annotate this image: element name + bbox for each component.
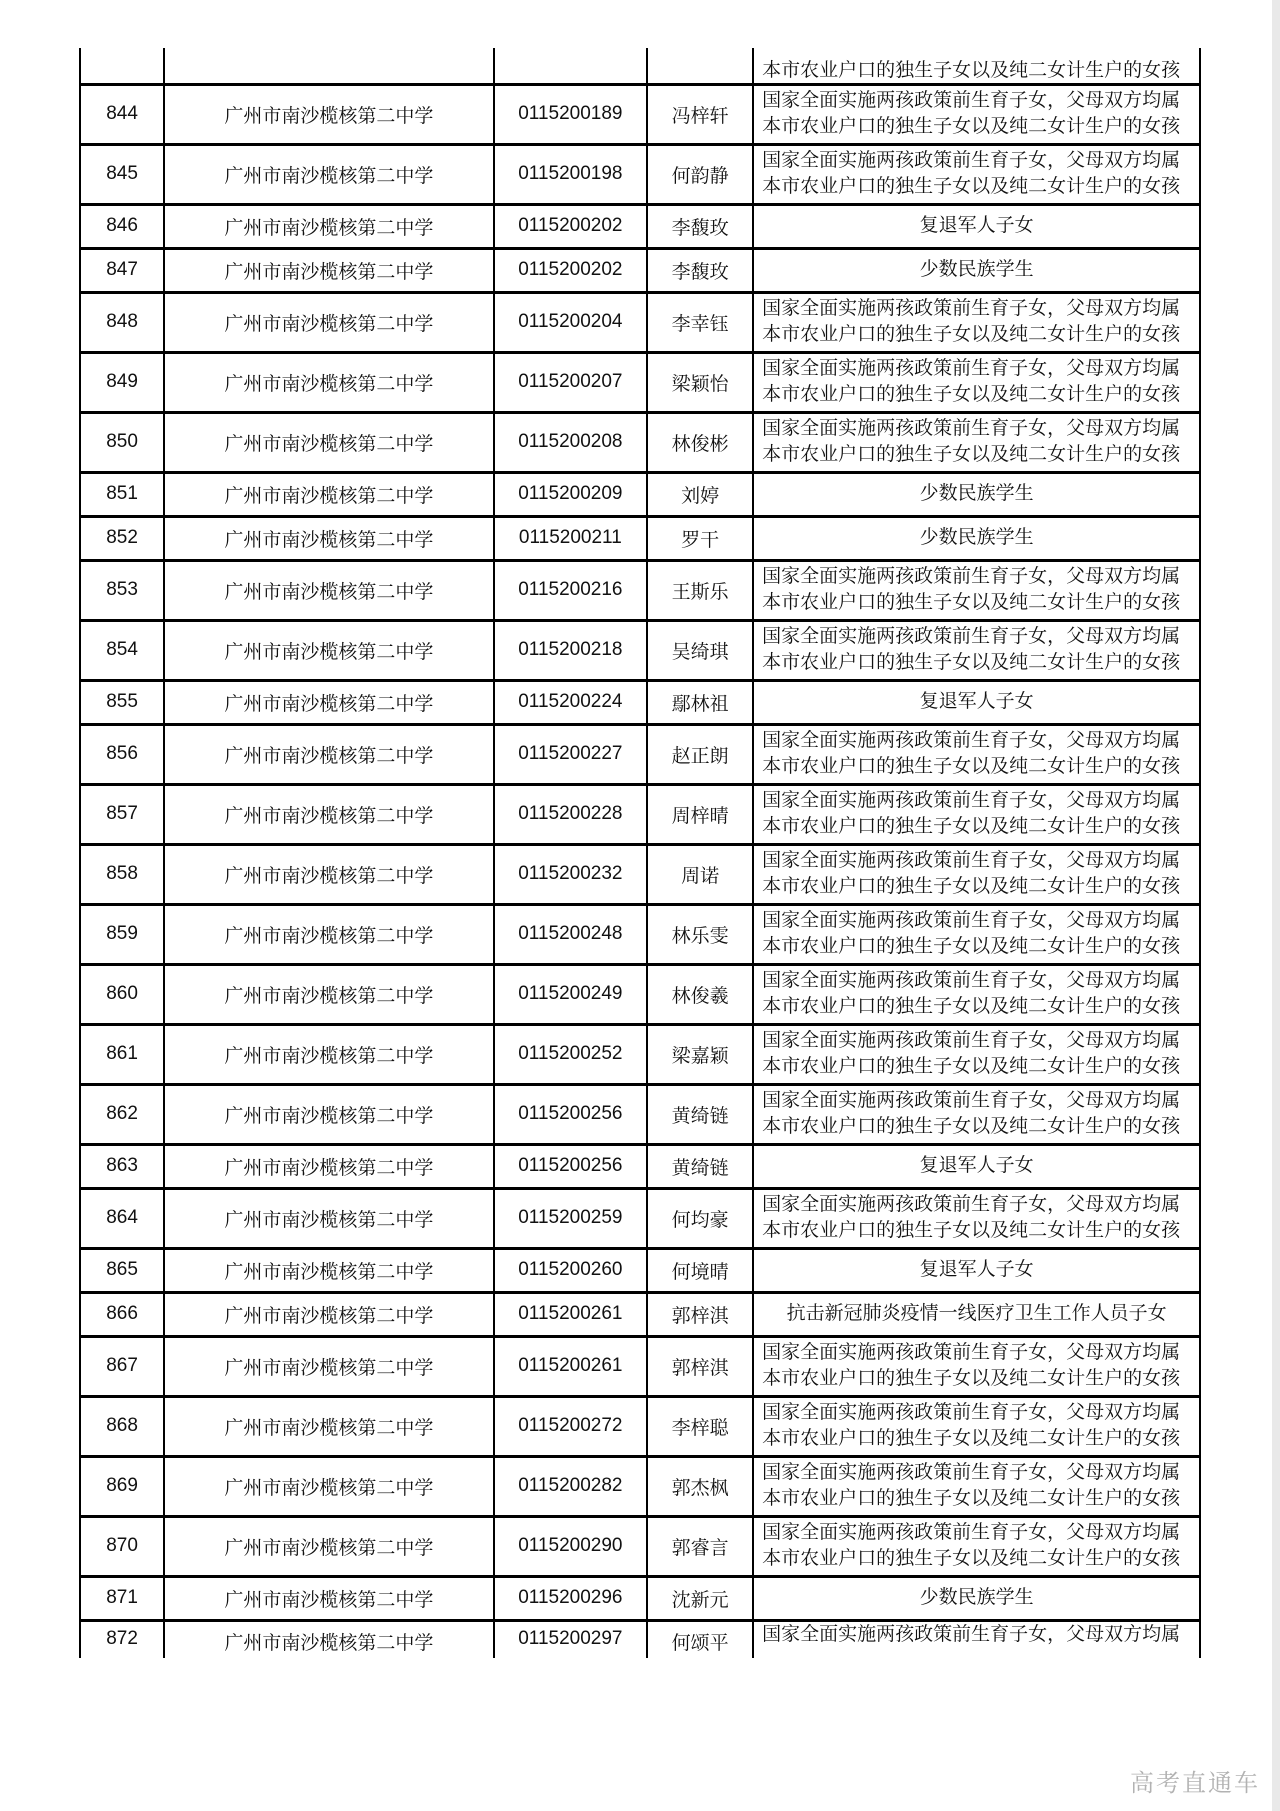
cell-eligibility-category (753, 248, 1200, 292)
cell-school-name: 广州市南沙榄核第二中学 (164, 724, 494, 784)
cell-eligibility-category (753, 352, 1200, 412)
cell-student-id (494, 48, 647, 84)
cell-school-name: 广州市南沙榄核第二中学 (164, 292, 494, 352)
eligibility-text-line: 国家全面实施两孩政策前生育子女，父母双方均属 (762, 910, 1181, 931)
table-row (80, 1188, 1200, 1248)
eligibility-text-line: 本市农业户口的独生子女以及纯二女计生户的女孩 (762, 384, 1181, 405)
cell-eligibility-category (753, 680, 1200, 724)
cell-school-name: 广州市南沙榄核第二中学 (164, 204, 494, 248)
cell-student-id: 0115200218 (494, 620, 647, 680)
eligibility-text-line: 复退军人子女 (919, 1259, 1034, 1280)
cell-row-number: 867 (80, 1336, 164, 1396)
eligibility-text-line: 本市农业户口的独生子女以及纯二女计生户的女孩 (762, 996, 1181, 1017)
cell-student-id: 0115200290 (494, 1516, 647, 1576)
cell-student-name: 林俊羲 (647, 964, 753, 1024)
cell-row-number: 863 (80, 1144, 164, 1188)
eligibility-text-line: 复退军人子女 (919, 1155, 1034, 1176)
cell-row-number: 848 (80, 292, 164, 352)
cell-school-name: 广州市南沙榄核第二中学 (164, 620, 494, 680)
cell-student-id: 0115200209 (494, 472, 647, 516)
cell-row-number: 865 (80, 1248, 164, 1292)
cell-school-name: 广州市南沙榄核第二中学 (164, 1336, 494, 1396)
cell-student-id: 0115200232 (494, 844, 647, 904)
eligibility-text-line: 本市农业户口的独生子女以及纯二女计生户的女孩 (762, 652, 1181, 673)
cell-student-name: 郭睿言 (647, 1516, 753, 1576)
cell-student-id: 0115200227 (494, 724, 647, 784)
table-row (80, 1024, 1200, 1084)
cell-eligibility-category (753, 1188, 1200, 1248)
cell-row-number: 870 (80, 1516, 164, 1576)
eligibility-text-line: 国家全面实施两孩政策前生育子女，父母双方均属 (762, 1194, 1181, 1215)
table-row (80, 1516, 1200, 1576)
table-row (80, 1576, 1200, 1620)
cell-school-name: 广州市南沙榄核第二中学 (164, 1024, 494, 1084)
cell-row-number: 850 (80, 412, 164, 472)
student-roster-table (79, 48, 1201, 1658)
eligibility-text-line: 本市农业户口的独生子女以及纯二女计生户的女孩 (762, 59, 1181, 81)
eligibility-text-line: 国家全面实施两孩政策前生育子女，父母双方均属 (762, 1090, 1181, 1111)
cell-school-name: 广州市南沙榄核第二中学 (164, 680, 494, 724)
watermark: 高考直通车 (1130, 1770, 1260, 1797)
scan-edge-artifact (1272, 0, 1280, 1811)
cell-row-number: 866 (80, 1292, 164, 1336)
cell-student-name: 鄢林祖 (647, 680, 753, 724)
eligibility-text-line: 本市农业户口的独生子女以及纯二女计生户的女孩 (762, 176, 1181, 197)
cell-school-name: 广州市南沙榄核第二中学 (164, 412, 494, 472)
eligibility-text-line: 少数民族学生 (919, 527, 1034, 548)
table-row (80, 964, 1200, 1024)
eligibility-text-line: 本市农业户口的独生子女以及纯二女计生户的女孩 (762, 1056, 1181, 1077)
cell-eligibility-category (753, 964, 1200, 1024)
eligibility-text-line: 少数民族学生 (919, 1587, 1034, 1608)
eligibility-text-line: 国家全面实施两孩政策前生育子女，父母双方均属 (762, 970, 1181, 991)
cell-row-number: 847 (80, 248, 164, 292)
cell-student-id: 0115200261 (494, 1292, 647, 1336)
cell-school-name: 广州市南沙榄核第二中学 (164, 1456, 494, 1516)
cell-school-name: 广州市南沙榄核第二中学 (164, 844, 494, 904)
cell-school-name: 广州市南沙榄核第二中学 (164, 1292, 494, 1336)
eligibility-text-line: 国家全面实施两孩政策前生育子女，父母双方均属 (762, 90, 1181, 111)
eligibility-text-line: 本市农业户口的独生子女以及纯二女计生户的女孩 (762, 756, 1181, 777)
cell-student-name: 黄绮链 (647, 1144, 753, 1188)
cell-school-name: 广州市南沙榄核第二中学 (164, 1396, 494, 1456)
cell-row-number: 853 (80, 560, 164, 620)
eligibility-text-line: 国家全面实施两孩政策前生育子女，父母双方均属 (762, 626, 1181, 647)
eligibility-text-line: 国家全面实施两孩政策前生育子女，父母双方均属 (762, 850, 1181, 871)
eligibility-text-line: 国家全面实施两孩政策前生育子女，父母双方均属 (762, 1522, 1181, 1543)
cell-student-name: 周梓晴 (647, 784, 753, 844)
cell-school-name: 广州市南沙榄核第二中学 (164, 1576, 494, 1620)
cell-eligibility-category (753, 1456, 1200, 1516)
eligibility-text-line: 本市农业户口的独生子女以及纯二女计生户的女孩 (762, 592, 1181, 613)
cell-school-name (164, 48, 494, 84)
eligibility-text-line: 本市农业户口的独生子女以及纯二女计生户的女孩 (762, 1488, 1181, 1509)
table-row (80, 144, 1200, 204)
table-row (80, 1292, 1200, 1336)
table-row (80, 412, 1200, 472)
cell-row-number: 849 (80, 352, 164, 412)
table-row (80, 724, 1200, 784)
table-row (80, 680, 1200, 724)
eligibility-text-line: 国家全面实施两孩政策前生育子女，父母双方均属 (762, 1402, 1181, 1423)
cell-student-id: 0115200228 (494, 784, 647, 844)
cell-row-number: 854 (80, 620, 164, 680)
cell-student-id: 0115200208 (494, 412, 647, 472)
cell-student-id: 0115200282 (494, 1456, 647, 1516)
cell-student-id: 0115200252 (494, 1024, 647, 1084)
eligibility-text-line: 国家全面实施两孩政策前生育子女，父母双方均属 (762, 566, 1181, 587)
cell-student-name: 何颂平 (647, 1620, 753, 1658)
table-row (80, 904, 1200, 964)
eligibility-text-line: 国家全面实施两孩政策前生育子女，父母双方均属 (762, 150, 1181, 171)
cell-student-id: 0115200272 (494, 1396, 647, 1456)
eligibility-text-line: 国家全面实施两孩政策前生育子女，父母双方均属 (762, 298, 1181, 319)
cell-school-name: 广州市南沙榄核第二中学 (164, 1144, 494, 1188)
table-row (80, 844, 1200, 904)
cell-student-name: 刘婷 (647, 472, 753, 516)
cell-student-id: 0115200207 (494, 352, 647, 412)
cell-eligibility-category (753, 724, 1200, 784)
cell-school-name: 广州市南沙榄核第二中学 (164, 84, 494, 144)
eligibility-text-line: 复退军人子女 (919, 691, 1034, 712)
cell-school-name: 广州市南沙榄核第二中学 (164, 1188, 494, 1248)
cell-eligibility-category (753, 1292, 1200, 1336)
cell-student-id: 0115200261 (494, 1336, 647, 1396)
eligibility-text-line: 本市农业户口的独生子女以及纯二女计生户的女孩 (762, 1116, 1181, 1137)
cell-eligibility-category (753, 412, 1200, 472)
cell-eligibility-category (753, 1084, 1200, 1144)
eligibility-text-line: 本市农业户口的独生子女以及纯二女计生户的女孩 (762, 116, 1181, 137)
table-row (80, 1144, 1200, 1188)
cell-student-id: 0115200249 (494, 964, 647, 1024)
cell-student-name: 梁嘉颖 (647, 1024, 753, 1084)
cell-eligibility-category (753, 1396, 1200, 1456)
cell-student-name: 李幸钰 (647, 292, 753, 352)
cell-row-number: 871 (80, 1576, 164, 1620)
table-row (80, 560, 1200, 620)
cell-student-name: 沈新元 (647, 1576, 753, 1620)
cell-student-name: 吴绮琪 (647, 620, 753, 680)
cell-eligibility-category (753, 1336, 1200, 1396)
cell-row-number: 862 (80, 1084, 164, 1144)
cell-school-name: 广州市南沙榄核第二中学 (164, 1248, 494, 1292)
cell-row-number (80, 48, 164, 84)
cell-eligibility-category (753, 516, 1200, 560)
cell-eligibility-category (753, 904, 1200, 964)
cell-eligibility-category (753, 48, 1200, 84)
cell-school-name: 广州市南沙榄核第二中学 (164, 1084, 494, 1144)
cell-student-name: 何境晴 (647, 1248, 753, 1292)
cell-student-name: 何韵静 (647, 144, 753, 204)
eligibility-text-line: 本市农业户口的独生子女以及纯二女计生户的女孩 (762, 816, 1181, 837)
cell-eligibility-category (753, 1516, 1200, 1576)
cell-student-id: 0115200216 (494, 560, 647, 620)
eligibility-text-line: 国家全面实施两孩政策前生育子女，父母双方均属 (762, 1030, 1181, 1051)
cell-eligibility-category (753, 560, 1200, 620)
cell-eligibility-category (753, 292, 1200, 352)
eligibility-text-line: 国家全面实施两孩政策前生育子女，父母双方均属 (762, 1462, 1181, 1483)
cell-student-id: 0115200224 (494, 680, 647, 724)
cell-school-name: 广州市南沙榄核第二中学 (164, 1516, 494, 1576)
cell-row-number: 864 (80, 1188, 164, 1248)
eligibility-text-line: 国家全面实施两孩政策前生育子女，父母双方均属 (762, 358, 1181, 379)
cell-school-name: 广州市南沙榄核第二中学 (164, 784, 494, 844)
cell-student-name: 林俊彬 (647, 412, 753, 472)
cell-eligibility-category (753, 144, 1200, 204)
eligibility-text-line: 抗击新冠肺炎疫情一线医疗卫生工作人员子女 (786, 1303, 1167, 1324)
eligibility-text-line: 国家全面实施两孩政策前生育子女，父母双方均属 (762, 790, 1181, 811)
cell-student-name: 李馥玫 (647, 204, 753, 248)
cell-row-number: 846 (80, 204, 164, 248)
eligibility-text-line: 少数民族学生 (919, 483, 1034, 504)
eligibility-text-line: 少数民族学生 (919, 259, 1034, 280)
table-row (80, 352, 1200, 412)
cell-student-name: 黄绮链 (647, 1084, 753, 1144)
table-row (80, 1084, 1200, 1144)
cell-student-name: 梁颖怡 (647, 352, 753, 412)
cell-student-name: 郭梓淇 (647, 1292, 753, 1336)
table-row (80, 248, 1200, 292)
eligibility-text-line: 国家全面实施两孩政策前生育子女，父母双方均属 (762, 1342, 1181, 1363)
cell-student-name: 郭梓淇 (647, 1336, 753, 1396)
cell-student-name: 李梓聪 (647, 1396, 753, 1456)
cell-row-number: 855 (80, 680, 164, 724)
cell-student-id: 0115200256 (494, 1084, 647, 1144)
cell-student-name: 郭杰枫 (647, 1456, 753, 1516)
eligibility-text-line: 本市农业户口的独生子女以及纯二女计生户的女孩 (762, 1548, 1181, 1569)
table-row (80, 1620, 1200, 1658)
table-row (80, 516, 1200, 560)
cell-eligibility-category (753, 1024, 1200, 1084)
cell-school-name: 广州市南沙榄核第二中学 (164, 144, 494, 204)
cell-school-name: 广州市南沙榄核第二中学 (164, 964, 494, 1024)
cell-student-id: 0115200211 (494, 516, 647, 560)
cell-student-name: 周诺 (647, 844, 753, 904)
cell-row-number: 869 (80, 1456, 164, 1516)
eligibility-text-line: 国家全面实施两孩政策前生育子女，父母双方均属 (762, 1623, 1181, 1645)
cell-eligibility-category (753, 784, 1200, 844)
cell-row-number: 860 (80, 964, 164, 1024)
cell-student-id: 0115200204 (494, 292, 647, 352)
cell-student-id: 0115200259 (494, 1188, 647, 1248)
cell-row-number: 872 (80, 1620, 164, 1658)
cell-row-number: 844 (80, 84, 164, 144)
table-row (80, 84, 1200, 144)
cell-student-id: 0115200296 (494, 1576, 647, 1620)
table-row (80, 620, 1200, 680)
eligibility-text-line: 本市农业户口的独生子女以及纯二女计生户的女孩 (762, 936, 1181, 957)
table-row (80, 784, 1200, 844)
cell-student-id: 0115200189 (494, 84, 647, 144)
eligibility-text-line: 本市农业户口的独生子女以及纯二女计生户的女孩 (762, 324, 1181, 345)
cell-student-name: 李馥玫 (647, 248, 753, 292)
cell-row-number: 852 (80, 516, 164, 560)
cell-eligibility-category (753, 1576, 1200, 1620)
cell-student-id: 0115200248 (494, 904, 647, 964)
eligibility-text-line: 国家全面实施两孩政策前生育子女，父母双方均属 (762, 730, 1181, 751)
table-row (80, 204, 1200, 248)
cell-student-id: 0115200202 (494, 248, 647, 292)
table-row (80, 1456, 1200, 1516)
cell-eligibility-category (753, 1248, 1200, 1292)
eligibility-text-line: 本市农业户口的独生子女以及纯二女计生户的女孩 (762, 876, 1181, 897)
cell-eligibility-category (753, 204, 1200, 248)
cell-student-name: 林乐雯 (647, 904, 753, 964)
cell-student-name (647, 48, 753, 84)
table-row (80, 48, 1200, 84)
cell-school-name: 广州市南沙榄核第二中学 (164, 352, 494, 412)
cell-row-number: 856 (80, 724, 164, 784)
cell-student-name: 王斯乐 (647, 560, 753, 620)
eligibility-text-line: 国家全面实施两孩政策前生育子女，父母双方均属 (762, 418, 1181, 439)
table-row (80, 472, 1200, 516)
cell-student-id: 0115200198 (494, 144, 647, 204)
cell-row-number: 851 (80, 472, 164, 516)
cell-eligibility-category (753, 620, 1200, 680)
cell-eligibility-category (753, 1144, 1200, 1188)
cell-school-name: 广州市南沙榄核第二中学 (164, 904, 494, 964)
cell-student-name: 赵正朗 (647, 724, 753, 784)
cell-eligibility-category (753, 844, 1200, 904)
eligibility-text-line: 本市农业户口的独生子女以及纯二女计生户的女孩 (762, 1428, 1181, 1449)
cell-school-name: 广州市南沙榄核第二中学 (164, 1620, 494, 1658)
cell-student-name: 何均豪 (647, 1188, 753, 1248)
cell-eligibility-category (753, 84, 1200, 144)
cell-row-number: 859 (80, 904, 164, 964)
cell-row-number: 861 (80, 1024, 164, 1084)
cell-student-id: 0115200256 (494, 1144, 647, 1188)
eligibility-text-line: 本市农业户口的独生子女以及纯二女计生户的女孩 (762, 1368, 1181, 1389)
cell-eligibility-category (753, 1620, 1200, 1658)
eligibility-text-line: 复退军人子女 (919, 215, 1034, 236)
cell-row-number: 858 (80, 844, 164, 904)
cell-school-name: 广州市南沙榄核第二中学 (164, 472, 494, 516)
table-row (80, 1396, 1200, 1456)
cell-student-id: 0115200297 (494, 1620, 647, 1658)
cell-eligibility-category (753, 472, 1200, 516)
cell-student-id: 0115200202 (494, 204, 647, 248)
cell-row-number: 845 (80, 144, 164, 204)
eligibility-text-line: 本市农业户口的独生子女以及纯二女计生户的女孩 (762, 444, 1181, 465)
cell-school-name: 广州市南沙榄核第二中学 (164, 516, 494, 560)
table-row (80, 292, 1200, 352)
cell-student-id: 0115200260 (494, 1248, 647, 1292)
cell-school-name: 广州市南沙榄核第二中学 (164, 248, 494, 292)
table-row (80, 1336, 1200, 1396)
eligibility-text-line: 本市农业户口的独生子女以及纯二女计生户的女孩 (762, 1220, 1181, 1241)
cell-row-number: 857 (80, 784, 164, 844)
cell-student-name: 罗干 (647, 516, 753, 560)
cell-row-number: 868 (80, 1396, 164, 1456)
cell-student-name: 冯梓轩 (647, 84, 753, 144)
cell-school-name: 广州市南沙榄核第二中学 (164, 560, 494, 620)
table-row (80, 1248, 1200, 1292)
